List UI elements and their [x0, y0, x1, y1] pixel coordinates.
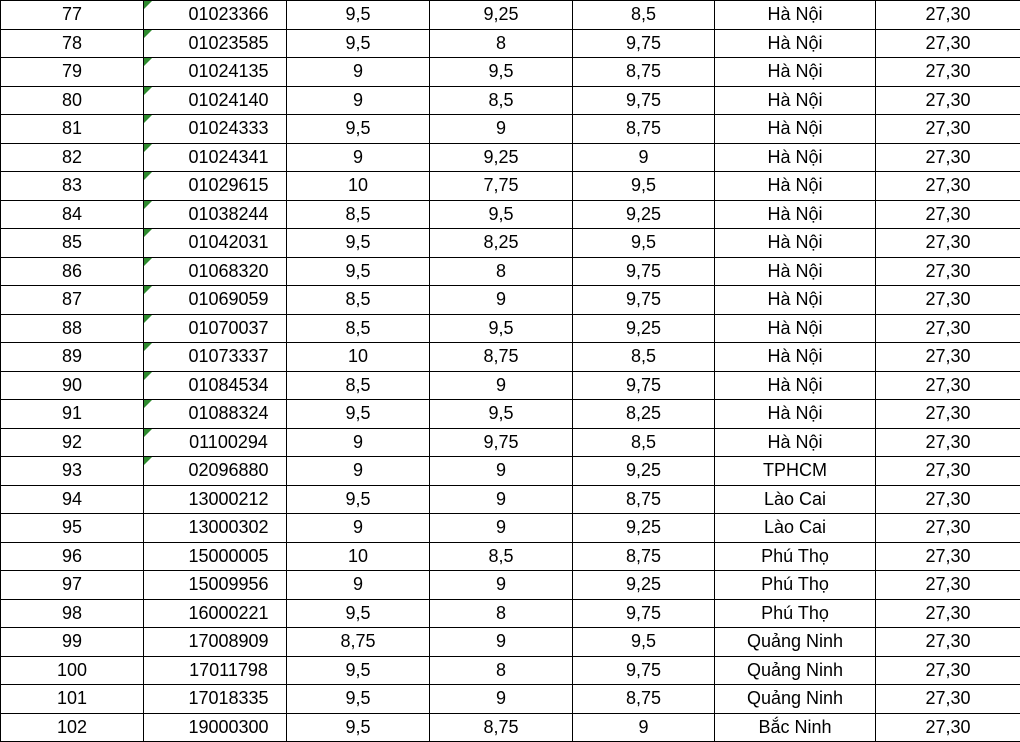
error-indicator-icon	[144, 457, 152, 465]
total-score-cell[interactable]: 27,30	[876, 371, 1020, 400]
score-1-cell[interactable]: 9,5	[287, 400, 430, 429]
candidate-id-cell[interactable]	[144, 143, 287, 172]
score-3-cell[interactable]: 9,25	[573, 514, 715, 543]
total-score-cell[interactable]: 27,30	[876, 86, 1020, 115]
score-3-cell[interactable]: 9,25	[573, 457, 715, 486]
row-number-cell[interactable]: 102	[1, 713, 144, 742]
row-number-cell[interactable]: 101	[1, 685, 144, 714]
candidate-id-text: 13000212	[161, 486, 268, 513]
table-row	[1, 86, 1020, 115]
error-indicator-icon	[144, 30, 152, 38]
score-3-cell[interactable]: 8,5	[573, 428, 715, 457]
score-2-cell[interactable]: 9,5	[430, 200, 573, 229]
table-row	[1, 58, 1020, 87]
location-cell[interactable]: Hà Nội	[715, 143, 876, 172]
total-score-cell[interactable]: 27,30	[876, 457, 1020, 486]
table-row	[1, 1, 1020, 30]
row-number-cell[interactable]: 87	[1, 286, 144, 315]
score-1-cell[interactable]: 9,5	[287, 656, 430, 685]
score-3-cell[interactable]: 9,5	[573, 229, 715, 258]
row-number-cell[interactable]: 88	[1, 314, 144, 343]
location-cell[interactable]: Hà Nội	[715, 1, 876, 30]
score-3-cell[interactable]: 8,75	[573, 685, 715, 714]
candidate-id-text: 01068320	[161, 258, 268, 285]
score-3-cell[interactable]: 9,75	[573, 599, 715, 628]
score-1-cell[interactable]: 9,5	[287, 1, 430, 30]
score-3-cell[interactable]: 9,25	[573, 200, 715, 229]
candidate-id-cell[interactable]	[144, 29, 287, 58]
location-cell[interactable]: Bắc Ninh	[715, 713, 876, 742]
row-number-cell[interactable]: 84	[1, 200, 144, 229]
candidate-id-text: 17008909	[161, 628, 268, 655]
score-1-cell[interactable]: 9	[287, 571, 430, 600]
score-2-cell[interactable]: 9	[430, 628, 573, 657]
table-row	[1, 685, 1020, 714]
candidate-id-text: 19000300	[161, 714, 268, 741]
candidate-id-cell[interactable]	[144, 713, 287, 742]
score-1-cell[interactable]: 10	[287, 542, 430, 571]
candidate-id-cell[interactable]	[144, 229, 287, 258]
location-cell[interactable]: Quảng Ninh	[715, 656, 876, 685]
candidate-id-cell[interactable]	[144, 457, 287, 486]
score-1-cell[interactable]: 9,5	[287, 115, 430, 144]
error-indicator-icon	[144, 315, 152, 323]
score-1-cell[interactable]: 9	[287, 143, 430, 172]
error-indicator-icon	[144, 400, 152, 408]
total-score-cell[interactable]: 27,30	[876, 229, 1020, 258]
table-row	[1, 514, 1020, 543]
total-score-cell[interactable]: 27,30	[876, 314, 1020, 343]
table-row	[1, 400, 1020, 429]
score-3-cell[interactable]: 8,75	[573, 58, 715, 87]
candidate-id-text: 01024140	[161, 87, 268, 114]
score-3-cell[interactable]: 9,25	[573, 314, 715, 343]
score-2-cell[interactable]: 8	[430, 257, 573, 286]
score-1-cell[interactable]: 9,5	[287, 257, 430, 286]
row-number-cell[interactable]: 77	[1, 1, 144, 30]
candidate-id-cell[interactable]	[144, 286, 287, 315]
score-2-cell[interactable]: 9,75	[430, 428, 573, 457]
table-row	[1, 200, 1020, 229]
table-row	[1, 713, 1020, 742]
score-2-cell[interactable]: 9,5	[430, 400, 573, 429]
candidate-id-text: 01029615	[161, 172, 268, 199]
score-1-cell[interactable]: 9,5	[287, 685, 430, 714]
candidate-id-text: 15009956	[161, 571, 268, 598]
row-number-cell[interactable]: 95	[1, 514, 144, 543]
total-score-cell[interactable]: 27,30	[876, 485, 1020, 514]
table-row	[1, 229, 1020, 258]
row-number-cell[interactable]: 99	[1, 628, 144, 657]
row-number-cell[interactable]: 82	[1, 143, 144, 172]
error-indicator-icon	[144, 343, 152, 351]
table-row	[1, 143, 1020, 172]
location-cell[interactable]: Quảng Ninh	[715, 628, 876, 657]
score-2-cell[interactable]: 9	[430, 685, 573, 714]
candidate-id-text: 01023366	[161, 1, 268, 28]
total-score-cell[interactable]: 27,30	[876, 29, 1020, 58]
score-1-cell[interactable]: 8,5	[287, 314, 430, 343]
total-score-cell[interactable]: 27,30	[876, 115, 1020, 144]
score-2-cell[interactable]: 9,25	[430, 143, 573, 172]
score-1-cell[interactable]: 9	[287, 514, 430, 543]
error-indicator-icon	[144, 286, 152, 294]
error-indicator-icon	[144, 144, 152, 152]
score-2-cell[interactable]: 9	[430, 115, 573, 144]
candidate-id-cell[interactable]	[144, 343, 287, 372]
row-number-cell[interactable]: 86	[1, 257, 144, 286]
score-2-cell[interactable]: 9	[430, 371, 573, 400]
row-number-cell[interactable]: 78	[1, 29, 144, 58]
candidate-id-text: 01024341	[161, 144, 268, 171]
candidate-id-cell[interactable]	[144, 685, 287, 714]
table-body	[1, 1, 1020, 742]
location-cell[interactable]: Hà Nội	[715, 86, 876, 115]
candidate-id-text: 17011798	[162, 657, 268, 684]
total-score-cell[interactable]: 27,30	[876, 685, 1020, 714]
total-score-cell[interactable]: 27,30	[876, 400, 1020, 429]
error-indicator-icon	[144, 58, 152, 66]
candidate-id-text: 15000005	[161, 543, 268, 570]
score-2-cell[interactable]: 8	[430, 29, 573, 58]
score-3-cell[interactable]: 9	[573, 713, 715, 742]
candidate-id-text: 01070037	[161, 315, 268, 342]
candidate-id-text: 01069059	[161, 286, 268, 313]
table-row	[1, 599, 1020, 628]
error-indicator-icon	[144, 115, 152, 123]
error-indicator-icon	[144, 258, 152, 266]
score-2-cell[interactable]: 9,5	[430, 314, 573, 343]
location-cell[interactable]: Lào Cai	[715, 485, 876, 514]
score-2-cell[interactable]: 7,75	[430, 172, 573, 201]
location-cell[interactable]: TPHCM	[715, 457, 876, 486]
score-1-cell[interactable]: 8,5	[287, 200, 430, 229]
error-indicator-icon	[144, 229, 152, 237]
score-3-cell[interactable]: 9	[573, 143, 715, 172]
score-2-cell[interactable]: 9,25	[430, 1, 573, 30]
total-score-cell[interactable]: 27,30	[876, 713, 1020, 742]
score-2-cell[interactable]: 9	[430, 286, 573, 315]
row-number-cell[interactable]: 92	[1, 428, 144, 457]
candidate-id-text: 01024333	[161, 115, 268, 142]
total-score-cell[interactable]: 27,30	[876, 257, 1020, 286]
candidate-id-cell[interactable]	[144, 371, 287, 400]
error-indicator-icon	[144, 429, 152, 437]
location-cell[interactable]: Hà Nội	[715, 58, 876, 87]
candidate-id-text: 01042031	[161, 229, 268, 256]
total-score-cell[interactable]: 27,30	[876, 200, 1020, 229]
score-2-cell[interactable]: 8	[430, 656, 573, 685]
row-number-cell[interactable]: 91	[1, 400, 144, 429]
table-row	[1, 29, 1020, 58]
candidate-id-text: 16000221	[161, 600, 268, 627]
candidate-id-text: 01084534	[161, 372, 268, 399]
row-number-cell[interactable]: 94	[1, 485, 144, 514]
row-number-cell[interactable]: 90	[1, 371, 144, 400]
score-1-cell[interactable]: 10	[287, 343, 430, 372]
candidate-id-text: 17018335	[161, 685, 268, 712]
score-3-cell[interactable]: 8,75	[573, 485, 715, 514]
location-cell[interactable]: Hà Nội	[715, 115, 876, 144]
score-2-cell[interactable]: 8,75	[430, 713, 573, 742]
location-cell[interactable]: Phú Thọ	[715, 571, 876, 600]
score-2-cell[interactable]: 9,5	[430, 58, 573, 87]
table-row	[1, 115, 1020, 144]
score-1-cell[interactable]: 9,5	[287, 485, 430, 514]
score-3-cell[interactable]: 9,75	[573, 29, 715, 58]
score-1-cell[interactable]: 8,5	[287, 286, 430, 315]
score-1-cell[interactable]: 9,5	[287, 599, 430, 628]
location-cell[interactable]: Hà Nội	[715, 200, 876, 229]
location-cell[interactable]: Quảng Ninh	[715, 685, 876, 714]
table-row	[1, 542, 1020, 571]
row-number-cell[interactable]: 97	[1, 571, 144, 600]
table-row	[1, 571, 1020, 600]
score-3-cell[interactable]: 9,75	[573, 371, 715, 400]
table-row	[1, 286, 1020, 315]
candidate-id-text: 02096880	[161, 457, 268, 484]
score-3-cell[interactable]: 8,5	[573, 343, 715, 372]
table-row	[1, 656, 1020, 685]
location-cell[interactable]: Hà Nội	[715, 286, 876, 315]
score-2-cell[interactable]: 9	[430, 457, 573, 486]
score-2-cell[interactable]: 9	[430, 571, 573, 600]
candidate-id-text: 01073337	[161, 343, 268, 370]
score-3-cell[interactable]: 9,75	[573, 286, 715, 315]
error-indicator-icon	[144, 87, 152, 95]
score-3-cell[interactable]: 9,75	[573, 257, 715, 286]
candidate-id-cell[interactable]	[144, 542, 287, 571]
candidate-id-cell[interactable]	[144, 485, 287, 514]
table-row	[1, 628, 1020, 657]
candidate-id-cell[interactable]	[144, 571, 287, 600]
total-score-cell[interactable]: 27,30	[876, 428, 1020, 457]
error-indicator-icon	[144, 201, 152, 209]
candidate-id-cell[interactable]	[144, 514, 287, 543]
candidate-id-cell[interactable]	[144, 1, 287, 30]
score-3-cell[interactable]: 8,75	[573, 115, 715, 144]
candidate-id-text: 01038244	[161, 201, 268, 228]
score-1-cell[interactable]: 8,5	[287, 371, 430, 400]
candidate-id-cell[interactable]	[144, 86, 287, 115]
total-score-cell[interactable]: 27,30	[876, 286, 1020, 315]
candidate-id-cell[interactable]	[144, 599, 287, 628]
total-score-cell[interactable]: 27,30	[876, 628, 1020, 657]
candidate-id-cell[interactable]	[144, 257, 287, 286]
table-row	[1, 428, 1020, 457]
location-cell[interactable]: Hà Nội	[715, 257, 876, 286]
score-1-cell[interactable]: 9,5	[287, 713, 430, 742]
candidate-id-cell[interactable]	[144, 58, 287, 87]
candidate-id-text: 01100294	[162, 429, 268, 456]
candidate-id-cell[interactable]	[144, 200, 287, 229]
score-3-cell[interactable]: 8,75	[573, 542, 715, 571]
candidate-id-cell[interactable]	[144, 628, 287, 657]
score-1-cell[interactable]: 9,5	[287, 29, 430, 58]
candidate-id-cell[interactable]	[144, 314, 287, 343]
score-1-cell[interactable]: 9	[287, 457, 430, 486]
score-3-cell[interactable]: 9,25	[573, 571, 715, 600]
score-3-cell[interactable]: 9,75	[573, 656, 715, 685]
score-2-cell[interactable]: 8,5	[430, 542, 573, 571]
score-2-cell[interactable]: 8,75	[430, 343, 573, 372]
table-row	[1, 172, 1020, 201]
score-3-cell[interactable]: 8,5	[573, 1, 715, 30]
location-cell[interactable]: Hà Nội	[715, 428, 876, 457]
table-row	[1, 343, 1020, 372]
location-cell[interactable]: Lào Cai	[715, 514, 876, 543]
total-score-cell[interactable]: 27,30	[876, 1, 1020, 30]
location-cell[interactable]: Hà Nội	[715, 371, 876, 400]
row-number-cell[interactable]: 79	[1, 58, 144, 87]
error-indicator-icon	[144, 172, 152, 180]
total-score-cell[interactable]: 27,30	[876, 143, 1020, 172]
location-cell[interactable]: Hà Nội	[715, 400, 876, 429]
row-number-cell[interactable]: 80	[1, 86, 144, 115]
score-3-cell[interactable]: 9,75	[573, 86, 715, 115]
row-number-cell[interactable]: 100	[1, 656, 144, 685]
candidate-id-cell[interactable]	[144, 428, 287, 457]
candidate-id-cell[interactable]	[144, 115, 287, 144]
score-2-cell[interactable]: 8,25	[430, 229, 573, 258]
score-2-cell[interactable]: 9	[430, 485, 573, 514]
score-1-cell[interactable]: 9	[287, 58, 430, 87]
total-score-cell[interactable]: 27,30	[876, 514, 1020, 543]
score-2-cell[interactable]: 8,5	[430, 86, 573, 115]
row-number-cell[interactable]: 93	[1, 457, 144, 486]
row-number-cell[interactable]: 96	[1, 542, 144, 571]
table-row	[1, 257, 1020, 286]
row-number-cell[interactable]: 89	[1, 343, 144, 372]
candidate-id-cell[interactable]	[144, 172, 287, 201]
error-indicator-icon	[144, 1, 152, 9]
row-number-cell[interactable]: 83	[1, 172, 144, 201]
table-row	[1, 457, 1020, 486]
candidate-id-text: 01023585	[161, 30, 268, 57]
location-cell[interactable]: Hà Nội	[715, 29, 876, 58]
score-1-cell[interactable]: 8,75	[287, 628, 430, 657]
total-score-cell[interactable]: 27,30	[876, 343, 1020, 372]
score-3-cell[interactable]: 9,5	[573, 628, 715, 657]
table-row	[1, 485, 1020, 514]
total-score-cell[interactable]: 27,30	[876, 599, 1020, 628]
candidate-id-cell[interactable]	[144, 656, 287, 685]
location-cell[interactable]: Phú Thọ	[715, 542, 876, 571]
score-1-cell[interactable]: 9,5	[287, 229, 430, 258]
candidate-id-text: 13000302	[161, 514, 268, 541]
error-indicator-icon	[144, 372, 152, 380]
total-score-cell[interactable]: 27,30	[876, 542, 1020, 571]
location-cell[interactable]: Hà Nội	[715, 229, 876, 258]
location-cell[interactable]: Hà Nội	[715, 172, 876, 201]
candidate-id-cell[interactable]	[144, 400, 287, 429]
candidate-id-text: 01088324	[161, 400, 268, 427]
score-3-cell[interactable]: 9,5	[573, 172, 715, 201]
row-number-cell[interactable]: 98	[1, 599, 144, 628]
table-row	[1, 314, 1020, 343]
score-2-cell[interactable]: 9	[430, 514, 573, 543]
row-number-cell[interactable]: 81	[1, 115, 144, 144]
candidate-id-text: 01024135	[161, 58, 268, 85]
score-2-cell[interactable]: 8	[430, 599, 573, 628]
score-1-cell[interactable]: 9	[287, 86, 430, 115]
total-score-cell[interactable]: 27,30	[876, 58, 1020, 87]
total-score-cell[interactable]: 27,30	[876, 656, 1020, 685]
total-score-cell[interactable]: 27,30	[876, 172, 1020, 201]
location-cell[interactable]: Hà Nội	[715, 314, 876, 343]
table-row	[1, 371, 1020, 400]
score-1-cell[interactable]: 10	[287, 172, 430, 201]
location-cell[interactable]: Phú Thọ	[715, 599, 876, 628]
row-number-cell[interactable]: 85	[1, 229, 144, 258]
total-score-cell[interactable]: 27,30	[876, 571, 1020, 600]
score-3-cell[interactable]: 8,25	[573, 400, 715, 429]
score-1-cell[interactable]: 9	[287, 428, 430, 457]
location-cell[interactable]: Hà Nội	[715, 343, 876, 372]
